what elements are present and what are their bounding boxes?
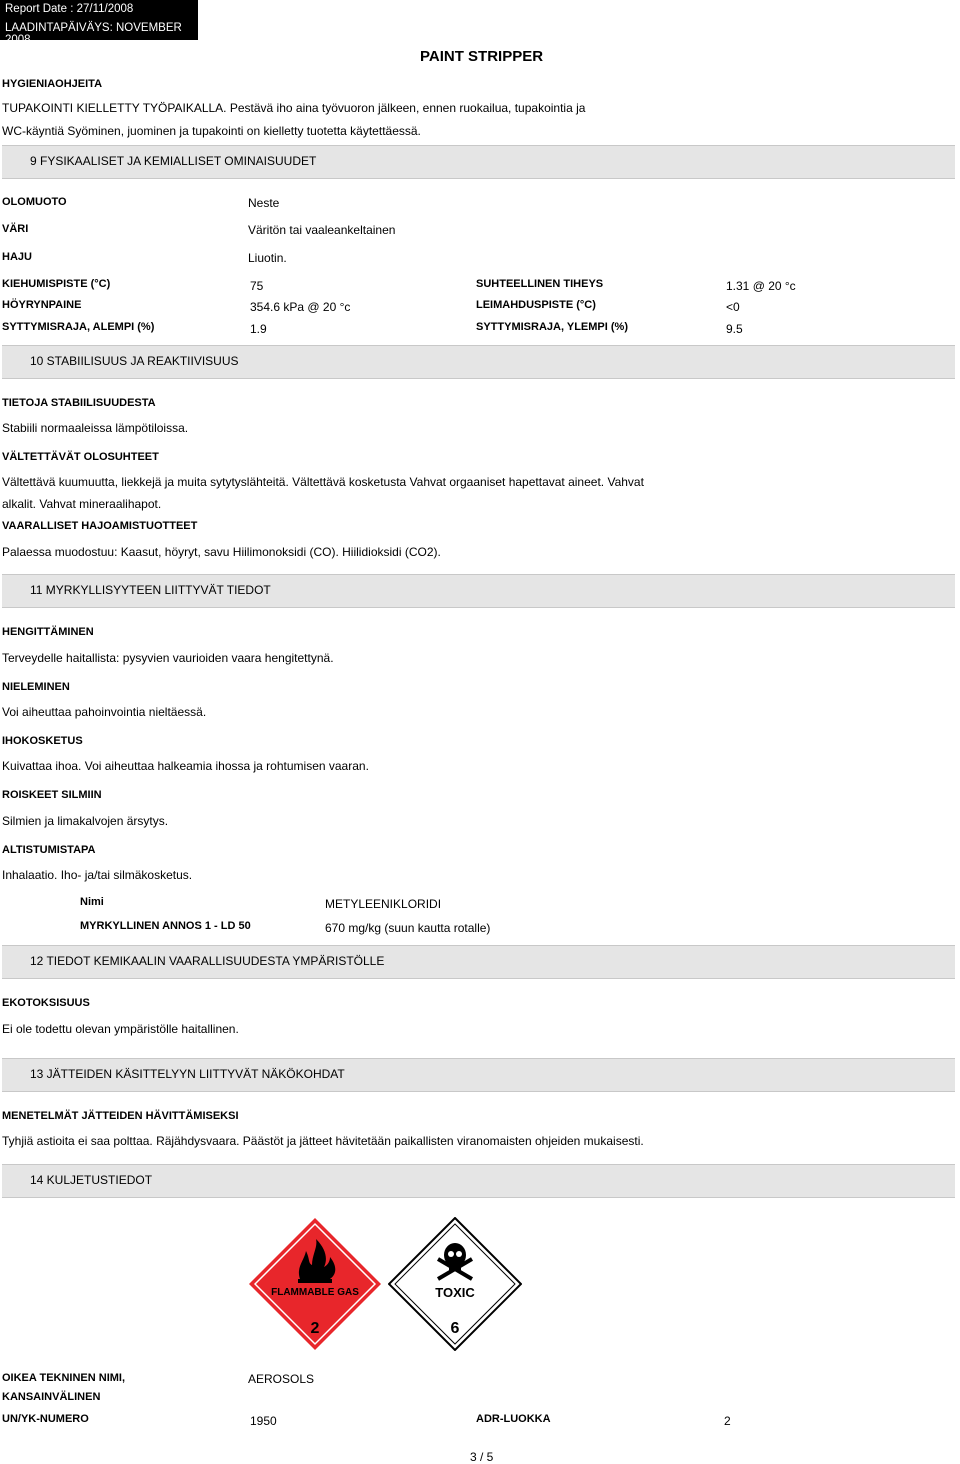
syttymisraja-alempi-value: 1.9 (250, 322, 267, 336)
ecotoxicity-label: EKOTOKSISUUS (2, 997, 90, 1009)
skin-label: IHOKOSKETUS (2, 735, 83, 747)
adr-class-value: 2 (724, 1414, 731, 1428)
technical-name-label-2: KANSAINVÄLINEN (2, 1391, 101, 1403)
un-number-label: UN/YK-NUMERO (2, 1413, 89, 1425)
hoyrynpaine-label: HÖYRYNPAINE (2, 299, 82, 311)
page-number: 3 / 5 (470, 1450, 494, 1464)
syttymisraja-ylempi-label: SYTTYMISRAJA, YLEMPI (%) (476, 321, 628, 333)
leimahduspiste-value: <0 (726, 300, 740, 314)
eyes-label: ROISKEET SILMIIN (2, 789, 102, 801)
vari-value: Väritön tai vaaleankeltainen (248, 223, 396, 237)
toxic-pictogram (388, 1217, 522, 1351)
report-date: Report Date : 27/11/2008 (5, 3, 134, 15)
hygiene-heading: HYGIENIAOHJEITA (2, 78, 103, 90)
toxic-text: TOXIC (435, 1285, 475, 1300)
kiehumispiste-label: KIEHUMISPISTE (°C) (2, 278, 111, 290)
section-12-header (2, 945, 955, 979)
ld50-value: 670 mg/kg (suun kautta rotalle) (325, 921, 491, 935)
substance-name-label: Nimi (80, 896, 104, 908)
section-10-header (2, 345, 955, 379)
hygiene-line-1: TUPAKOINTI KIELLETTY TYÖPAIKALLA. Pestävä iho aina työvuoron jälkeen, ennen ruokailua, tupakointia ja (2, 101, 586, 115)
hygiene-line-2: WC-käyntiä Syöminen, juominen ja tupakointi on kielletty tuotetta käytettäessä. (2, 124, 421, 138)
section-11-title: 11 MYRKYLLISYYTEEN LIITTYVÄT TIEDOT (30, 583, 271, 597)
stability-label: TIETOJA STABIILISUUDESTA (2, 397, 156, 409)
flammable-class-number: 2 (310, 1320, 320, 1337)
decomposition-text: Palaessa muodostuu: Kaasut, höyryt, savu Hiilimonoksidi (CO). Hiilidioksidi (CO2). (2, 545, 441, 559)
inhalation-text: Terveydelle haitallista: pysyvien vaurioiden vaara hengitettynä. (2, 651, 334, 665)
section-12-title: 12 TIEDOT KEMIKAALIN VAARALLISUUDESTA YMPÄRISTÖLLE (30, 954, 385, 968)
olomuoto-value: Neste (248, 196, 280, 210)
disposal-text: Tyhjiä astioita ei saa polttaa. Räjähdysvaara. Päästöt ja jätteet hävitetään paikallisten viranomaisten ohjeiden mukaisesti. (2, 1134, 644, 1148)
flammable-gas-pictogram (248, 1217, 382, 1351)
ld50-label: MYRKYLLINEN ANNOS 1 - LD 50 (80, 920, 251, 932)
substance-name-value: METYLEENIKLORIDI (325, 897, 442, 911)
vari-label: VÄRI (2, 223, 29, 235)
route-text: Inhalaatio. Iho- ja/tai silmäkosketus. (2, 868, 193, 882)
tiheys-label: SUHTEELLINEN TIHEYS (476, 278, 604, 290)
disposal-label: MENETELMÄT JÄTTEIDEN HÄVITTÄMISEKSI (2, 1110, 239, 1122)
syttymisraja-alempi-label: SYTTYMISRAJA, ALEMPI (%) (2, 321, 155, 333)
section-13-header (2, 1058, 955, 1092)
technical-name-value: AEROSOLS (248, 1372, 315, 1386)
syttymisraja-ylempi-value: 9.5 (726, 322, 743, 336)
avoid-label: VÄLTETTÄVÄT OLOSUHTEET (2, 451, 159, 463)
technical-name-label-1: OIKEA TEKNINEN NIMI, (2, 1372, 126, 1384)
section-14-header (2, 1164, 955, 1198)
route-label: ALTISTUMISTAPA (2, 844, 96, 856)
kiehumispiste-value: 75 (250, 279, 264, 293)
ingestion-label: NIELEMINEN (2, 681, 70, 693)
toxic-class-number: 6 (450, 1320, 460, 1337)
avoid-line-1: Vältettävä kuumuutta, liekkejä ja muita sytytyslähteitä. Vältettävä kosketusta Vahvat orgaaniset hapettavat aineet. Vahvat (2, 475, 644, 489)
section-11-header (2, 574, 955, 608)
adr-class-label: ADR-LUOKKA (476, 1413, 551, 1425)
ingestion-text: Voi aiheuttaa pahoinvointia nieltäessä. (2, 705, 207, 719)
section-14-title: 14 KULJETUSTIEDOT (30, 1173, 153, 1187)
section-9-header (2, 145, 955, 179)
section-9-title: 9 FYSIKAALISET JA KEMIALLISET OMINAISUUDET (30, 154, 317, 168)
inhalation-label: HENGITTÄMINEN (2, 626, 94, 638)
eyes-text: Silmien ja limakalvojen ärsytys. (2, 814, 169, 828)
flammable-gas-text: FLAMMABLE GAS (271, 1287, 359, 1298)
un-number-value: 1950 (250, 1414, 277, 1428)
product-title: PAINT STRIPPER (420, 48, 544, 65)
leimahduspiste-label: LEIMAHDUSPISTE (°C) (476, 299, 596, 311)
ecotoxicity-text: Ei ole todettu olevan ympäristölle haitallinen. (2, 1022, 239, 1036)
report-header-bar (0, 0, 198, 46)
haju-label: HAJU (2, 251, 32, 263)
stability-text: Stabiili normaaleissa lämpötiloissa. (2, 421, 189, 435)
section-10-title: 10 STABIILISUUS JA REAKTIIVISUUS (30, 354, 239, 368)
skin-text: Kuivattaa ihoa. Voi aiheuttaa halkeamia ihossa ja rohtumisen vaaran. (2, 759, 369, 773)
section-13-title: 13 JÄTTEIDEN KÄSITTELYYN LIITTYVÄT NÄKÖKOHDAT (30, 1067, 345, 1081)
decomposition-label: VAARALLISET HAJOAMISTUOTTEET (2, 520, 198, 532)
hoyrynpaine-value: 354.6 kPa @ 20 °c (250, 300, 351, 314)
revision-date: LAADINTAPÄIVÄYS: NOVEMBER 2008 (5, 22, 182, 46)
tiheys-value: 1.31 @ 20 °c (726, 279, 796, 293)
olomuoto-label: OLOMUOTO (2, 196, 67, 208)
haju-value: Liuotin. (248, 251, 287, 265)
avoid-line-2: alkalit. Vahvat mineraalihapot. (2, 497, 162, 511)
